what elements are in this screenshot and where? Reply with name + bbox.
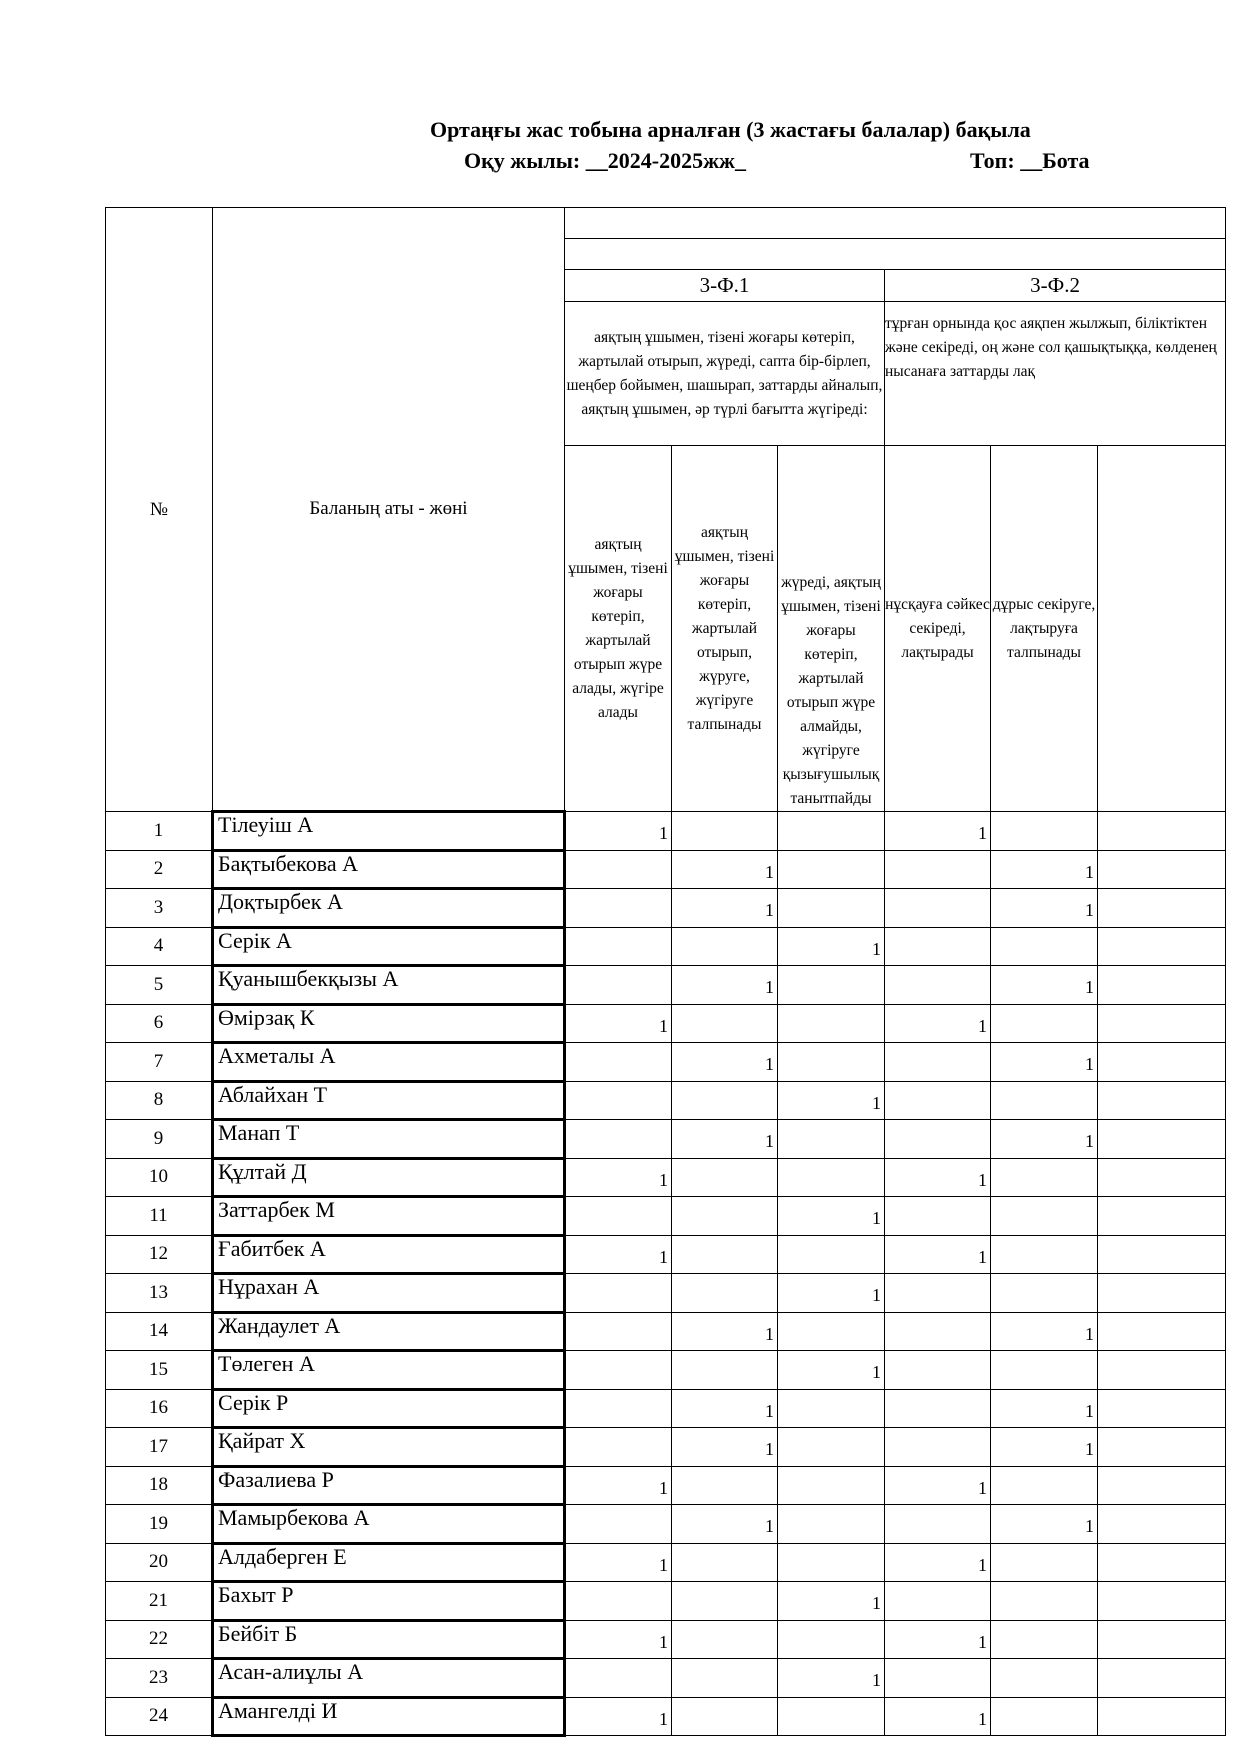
score-cell	[991, 1197, 1098, 1236]
score-cell	[885, 850, 991, 889]
child-name: Манап Т	[213, 1120, 565, 1159]
table-row	[106, 1389, 1226, 1428]
row-number: 18	[106, 1466, 213, 1505]
row-number: 11	[106, 1197, 213, 1236]
score-cell: 1	[885, 1620, 991, 1659]
academic-year: Оқу жылы: __2024-2025жж_	[464, 148, 746, 173]
score-cell	[885, 1081, 991, 1120]
score-cell	[672, 1274, 778, 1313]
row-number: 20	[106, 1543, 213, 1582]
child-name: Серік Р	[213, 1389, 565, 1428]
row-number: 14	[106, 1312, 213, 1351]
score-cell	[672, 1351, 778, 1390]
table-row	[106, 1312, 1226, 1351]
score-cell	[885, 1274, 991, 1313]
column-header-number: №	[106, 208, 213, 812]
group-code-1: 3-Ф.1	[565, 270, 885, 302]
child-name: Тілеуіш А	[213, 812, 565, 851]
score-cell: 1	[672, 1043, 778, 1082]
score-cell	[565, 850, 672, 889]
score-cell	[991, 1274, 1098, 1313]
score-cell	[885, 1120, 991, 1159]
row-number: 16	[106, 1389, 213, 1428]
score-cell	[565, 966, 672, 1005]
score-cell	[1098, 1543, 1226, 1582]
row-number: 3	[106, 889, 213, 928]
group-description-1: аяқтың ұшымен, тізені жоғары көтеріп, жартылай отырып, жүреді, сапта бір-бірлеп, шеңбер бойымен, шашырап, заттарды айналып, аяқтың ұшымен, әр түрлі бағытта жүгіреді:	[565, 302, 885, 446]
score-cell	[672, 812, 778, 851]
table-row	[106, 850, 1226, 889]
score-cell: 1	[778, 1582, 885, 1621]
score-cell: 1	[672, 1312, 778, 1351]
score-cell	[672, 1004, 778, 1043]
subcolumn-header-1-2: аяқтың ұшымен, тізені жоғары көтеріп, жартылай отырып, жүруге, жүгіруге талпынады	[672, 446, 778, 812]
score-cell: 1	[778, 1197, 885, 1236]
score-cell: 1	[778, 1351, 885, 1390]
group-description-2: тұрған орнында қос аяқпен жылжып, біліктіктен және секіреді, оң және сол қашықтыққа, көлденең нысанаға заттарды лақ	[885, 302, 1226, 446]
score-cell	[672, 1197, 778, 1236]
score-cell	[565, 1081, 672, 1120]
table-row	[106, 812, 1226, 851]
child-name: Фазалиева Р	[213, 1466, 565, 1505]
score-cell	[885, 966, 991, 1005]
score-cell	[991, 1697, 1098, 1736]
row-number: 15	[106, 1351, 213, 1390]
child-name: Алдаберген Е	[213, 1543, 565, 1582]
row-number: 4	[106, 927, 213, 966]
table-row	[106, 1582, 1226, 1621]
document-title: Ортаңғы жас тобына арналған (3 жастағы балалар) бақыла	[430, 117, 1031, 142]
row-number: 8	[106, 1081, 213, 1120]
score-cell	[1098, 1120, 1226, 1159]
score-cell: 1	[672, 1428, 778, 1467]
score-cell	[672, 1620, 778, 1659]
score-cell	[885, 1428, 991, 1467]
score-cell	[885, 1197, 991, 1236]
table-row	[106, 1697, 1226, 1736]
score-cell	[565, 1505, 672, 1544]
score-cell	[991, 1543, 1098, 1582]
score-cell: 1	[672, 889, 778, 928]
score-cell	[778, 1389, 885, 1428]
score-cell	[885, 1659, 991, 1698]
score-cell	[565, 1582, 672, 1621]
score-cell: 1	[885, 1235, 991, 1274]
score-cell	[778, 1466, 885, 1505]
column-header-name: Баланың аты - жөні	[213, 208, 565, 812]
row-number: 6	[106, 1004, 213, 1043]
score-cell: 1	[672, 850, 778, 889]
score-cell: 1	[991, 1505, 1098, 1544]
table-row	[106, 1428, 1226, 1467]
score-cell	[1098, 1428, 1226, 1467]
score-cell	[1098, 1274, 1226, 1313]
observation-table	[105, 207, 1226, 1737]
score-cell: 1	[885, 1158, 991, 1197]
child-name: Серік А	[213, 927, 565, 966]
score-cell	[991, 1004, 1098, 1043]
row-number: 17	[106, 1428, 213, 1467]
row-number: 10	[106, 1158, 213, 1197]
score-cell: 1	[565, 1697, 672, 1736]
score-cell: 1	[885, 1004, 991, 1043]
score-cell: 1	[565, 812, 672, 851]
score-cell	[778, 1505, 885, 1544]
child-name: Бахыт Р	[213, 1582, 565, 1621]
child-name: Амангелді И	[213, 1697, 565, 1736]
score-cell: 1	[778, 1081, 885, 1120]
score-cell	[565, 1659, 672, 1698]
score-cell: 1	[672, 1505, 778, 1544]
score-cell	[885, 1043, 991, 1082]
subcolumn-header-1-3: жүреді, аяқтың ұшымен, тізені жоғары көтеріп, жартылай отырып жүре алмайды, жүгіруге қызығушылық танытпайды	[778, 446, 885, 812]
score-cell	[885, 1389, 991, 1428]
score-cell	[565, 889, 672, 928]
table-row	[106, 1158, 1226, 1197]
score-cell: 1	[991, 1120, 1098, 1159]
score-cell: 1	[991, 1043, 1098, 1082]
score-cell	[1098, 850, 1226, 889]
score-cell	[1098, 1312, 1226, 1351]
table-row	[106, 1120, 1226, 1159]
score-cell	[672, 1543, 778, 1582]
score-cell	[1098, 812, 1226, 851]
score-cell	[778, 1428, 885, 1467]
score-cell: 1	[565, 1543, 672, 1582]
row-number: 19	[106, 1505, 213, 1544]
score-cell	[1098, 1081, 1226, 1120]
table-row	[106, 1543, 1226, 1582]
header-band-second	[565, 239, 1226, 270]
child-name: Бейбіт Б	[213, 1620, 565, 1659]
score-cell: 1	[991, 889, 1098, 928]
score-cell	[991, 1620, 1098, 1659]
child-name: Аблайхан Т	[213, 1081, 565, 1120]
score-cell	[778, 1697, 885, 1736]
score-cell	[991, 1351, 1098, 1390]
table-row	[106, 1466, 1226, 1505]
score-cell	[885, 1312, 991, 1351]
subcolumn-header-2-3	[1098, 446, 1226, 812]
score-cell	[565, 1043, 672, 1082]
table-row	[106, 1505, 1226, 1544]
score-cell	[565, 927, 672, 966]
score-cell	[1098, 1197, 1226, 1236]
score-cell	[565, 1312, 672, 1351]
child-name: Төлеген А	[213, 1351, 565, 1390]
table-row	[106, 1274, 1226, 1313]
score-cell: 1	[991, 1389, 1098, 1428]
table-row	[106, 1235, 1226, 1274]
group-name: Топ: __Бота	[970, 148, 1090, 173]
score-cell	[778, 1312, 885, 1351]
child-name: Өмірзақ К	[213, 1004, 565, 1043]
score-cell: 1	[565, 1620, 672, 1659]
score-cell	[991, 1582, 1098, 1621]
score-cell: 1	[885, 1543, 991, 1582]
subcolumn-header-2-1: нұсқауға сәйкес секіреді, лақтырады	[885, 446, 991, 812]
score-cell	[1098, 1004, 1226, 1043]
child-name: Қуанышбекқызы А	[213, 966, 565, 1005]
score-cell	[778, 1543, 885, 1582]
score-cell	[991, 1081, 1098, 1120]
child-name: Қайрат Х	[213, 1428, 565, 1467]
score-cell: 1	[885, 1697, 991, 1736]
child-name: Жандаулет А	[213, 1312, 565, 1351]
score-cell	[565, 1120, 672, 1159]
score-cell	[1098, 1620, 1226, 1659]
score-cell	[991, 1158, 1098, 1197]
score-cell	[565, 1351, 672, 1390]
score-cell: 1	[991, 1428, 1098, 1467]
score-cell	[565, 1197, 672, 1236]
score-cell	[672, 1582, 778, 1621]
child-name: Заттарбек М	[213, 1197, 565, 1236]
row-number: 13	[106, 1274, 213, 1313]
table-row	[106, 1351, 1226, 1390]
score-cell: 1	[565, 1158, 672, 1197]
score-cell: 1	[672, 1389, 778, 1428]
table-row	[106, 1197, 1226, 1236]
header-band-top	[565, 208, 1226, 239]
table-row	[106, 966, 1226, 1005]
score-cell	[565, 1428, 672, 1467]
table-row	[106, 1004, 1226, 1043]
table-row	[106, 889, 1226, 928]
table-row	[106, 927, 1226, 966]
child-name: Құлтай Д	[213, 1158, 565, 1197]
row-number: 23	[106, 1659, 213, 1698]
row-number: 5	[106, 966, 213, 1005]
score-cell	[778, 1158, 885, 1197]
score-cell: 1	[565, 1004, 672, 1043]
score-cell	[1098, 1582, 1226, 1621]
score-cell: 1	[991, 850, 1098, 889]
score-cell	[778, 1620, 885, 1659]
row-number: 21	[106, 1582, 213, 1621]
score-cell	[672, 1697, 778, 1736]
row-number: 2	[106, 850, 213, 889]
score-cell: 1	[565, 1466, 672, 1505]
score-cell: 1	[565, 1235, 672, 1274]
group-code-2: 3-Ф.2	[885, 270, 1226, 302]
score-cell	[991, 1235, 1098, 1274]
score-cell	[672, 1659, 778, 1698]
score-cell	[778, 1004, 885, 1043]
row-number: 12	[106, 1235, 213, 1274]
row-number: 1	[106, 812, 213, 851]
score-cell	[1098, 1158, 1226, 1197]
table-row	[106, 1043, 1226, 1082]
score-cell	[778, 812, 885, 851]
child-name: Бақтыбекова А	[213, 850, 565, 889]
score-cell: 1	[672, 1120, 778, 1159]
score-cell	[885, 1505, 991, 1544]
subcolumn-header-2-2: дұрыс секіруге, лақтыруға талпынады	[991, 446, 1098, 812]
score-cell	[778, 1120, 885, 1159]
score-cell	[672, 1081, 778, 1120]
observation-sheet	[105, 207, 1217, 1729]
score-cell	[565, 1389, 672, 1428]
score-cell	[778, 1043, 885, 1082]
score-cell	[1098, 1466, 1226, 1505]
child-name: Нұрахан А	[213, 1274, 565, 1313]
child-name: Доқтырбек А	[213, 889, 565, 928]
score-cell	[1098, 1505, 1226, 1544]
score-cell	[1098, 1697, 1226, 1736]
table-row	[106, 1081, 1226, 1120]
score-cell: 1	[778, 1659, 885, 1698]
score-cell	[885, 889, 991, 928]
score-cell	[1098, 1235, 1226, 1274]
score-cell	[885, 927, 991, 966]
child-name: Ғабитбек А	[213, 1235, 565, 1274]
score-cell	[991, 1659, 1098, 1698]
score-cell	[1098, 927, 1226, 966]
score-cell	[885, 1351, 991, 1390]
score-cell: 1	[885, 1466, 991, 1505]
child-name: Ахметалы А	[213, 1043, 565, 1082]
score-cell	[778, 966, 885, 1005]
score-cell	[672, 1158, 778, 1197]
score-cell	[565, 1274, 672, 1313]
score-cell: 1	[991, 1312, 1098, 1351]
score-cell	[991, 1466, 1098, 1505]
child-name: Асан-алиұлы А	[213, 1659, 565, 1698]
score-cell: 1	[778, 1274, 885, 1313]
score-cell	[672, 927, 778, 966]
score-cell	[885, 1582, 991, 1621]
score-cell	[672, 1466, 778, 1505]
subcolumn-header-1-1: аяқтың ұшымен, тізені жоғары көтеріп, жартылай отырып жүре алады, жүгіре алады	[565, 446, 672, 812]
child-name: Мамырбекова А	[213, 1505, 565, 1544]
score-cell	[778, 850, 885, 889]
score-cell	[991, 812, 1098, 851]
score-cell	[991, 927, 1098, 966]
score-cell	[778, 889, 885, 928]
score-cell	[778, 1235, 885, 1274]
score-cell: 1	[778, 927, 885, 966]
row-number: 7	[106, 1043, 213, 1082]
row-number: 9	[106, 1120, 213, 1159]
score-cell: 1	[885, 812, 991, 851]
score-cell	[1098, 1351, 1226, 1390]
score-cell: 1	[672, 966, 778, 1005]
score-cell	[1098, 1659, 1226, 1698]
row-number: 24	[106, 1697, 213, 1736]
table-row	[106, 1620, 1226, 1659]
score-cell	[1098, 1389, 1226, 1428]
table-row	[106, 1659, 1226, 1698]
score-cell	[1098, 966, 1226, 1005]
score-cell	[1098, 889, 1226, 928]
score-cell	[672, 1235, 778, 1274]
score-cell: 1	[991, 966, 1098, 1005]
row-number: 22	[106, 1620, 213, 1659]
score-cell	[1098, 1043, 1226, 1082]
